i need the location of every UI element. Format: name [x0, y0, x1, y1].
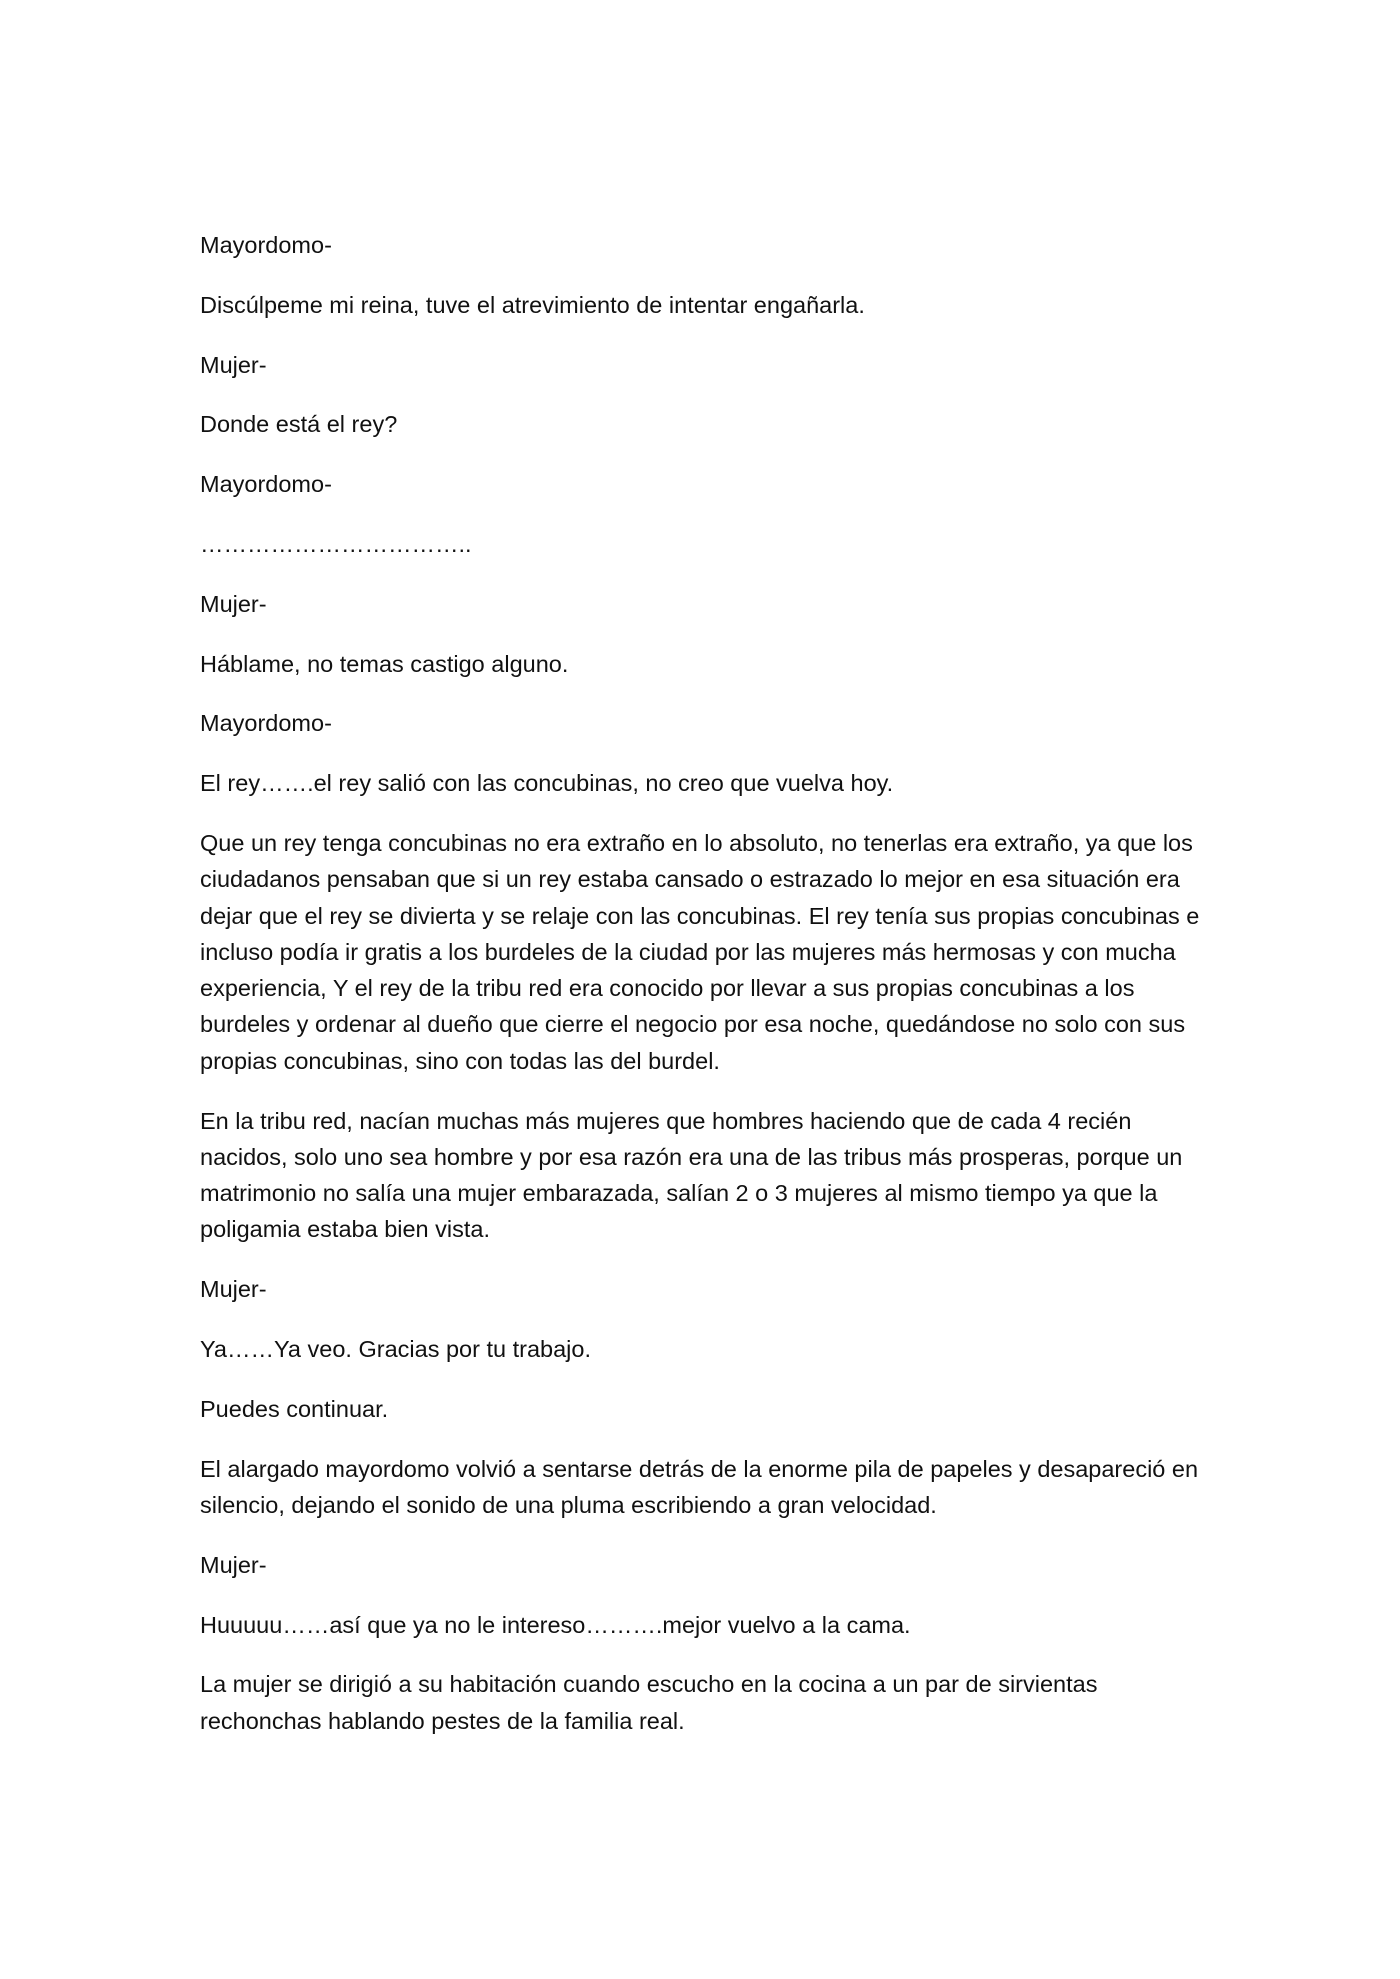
dialogue-line: Donde está el rey?	[200, 411, 398, 438]
dialogue-line: Háblame, no temas castigo alguno.	[200, 650, 569, 677]
narration-paragraph: La mujer se dirigió a su habitación cuando escucho en la cocina a un par de sirvientas rechonchas hablando pestes de la familia real.	[200, 1671, 1098, 1734]
speaker-label: Mayordomo-	[200, 471, 332, 498]
speaker-label: Mujer-	[200, 590, 267, 617]
dialogue-line: Huuuuu……así que ya no le intereso……….mejor vuelvo a la cama.	[200, 1611, 911, 1638]
speaker-label: Mayordomo-	[200, 710, 332, 737]
dialogue-line: Puedes continuar.	[200, 1395, 389, 1422]
dialogue-line: Ya……Ya veo. Gracias por tu trabajo.	[200, 1336, 591, 1363]
narration-paragraph: El alargado mayordomo volvió a sentarse detrás de la enorme pila de papeles y desapareció en silencio, dejando el sonido de una pluma escribiendo a gran velocidad.	[200, 1455, 1199, 1518]
dialogue-line: El rey…….el rey salió con las concubinas, no creo que vuelva hoy.	[200, 770, 894, 797]
speaker-label: Mujer-	[200, 1551, 267, 1578]
dialogue-line: Discúlpeme mi reina, tuve el atrevimiento de intentar engañarla.	[200, 291, 865, 318]
narration-paragraph: Que un rey tenga concubinas no era extraño en lo absoluto, no tenerlas era extraño, ya que los ciudadanos pensaban que si un rey estaba cansado o estrazado lo mejor en esa situación era dejar que el rey se divierta y se relaje con las concubinas. El rey tenía sus propias concubinas e incluso podía ir gratis a los burdeles de la ciudad por las mujeres más hermosas y con mucha experiencia, Y el rey de la tribu red era conocido por llevar a sus propias concubinas a los burdeles y ordenar al dueño que cierre el negocio por esa noche, quedándose no solo con sus propias concubinas, sino con todas las del burdel.	[200, 829, 1200, 1074]
speaker-label: Mujer-	[200, 351, 267, 378]
document-body	[200, 227, 1200, 1762]
speaker-label: Mayordomo-	[200, 232, 332, 258]
dialogue-line: ……………………………..	[200, 530, 472, 557]
narration-paragraph: En la tribu red, nacían muchas más mujeres que hombres haciendo que de cada 4 recién nacidos, solo uno sea hombre y por esa razón era una de las tribus más prosperas, porque un matrimonio no salía una mujer embarazada, salían 2 o 3 mujeres al mismo tiempo ya que la poligamia estaba bien vista.	[200, 1107, 1183, 1243]
speaker-label: Mujer-	[200, 1276, 267, 1303]
